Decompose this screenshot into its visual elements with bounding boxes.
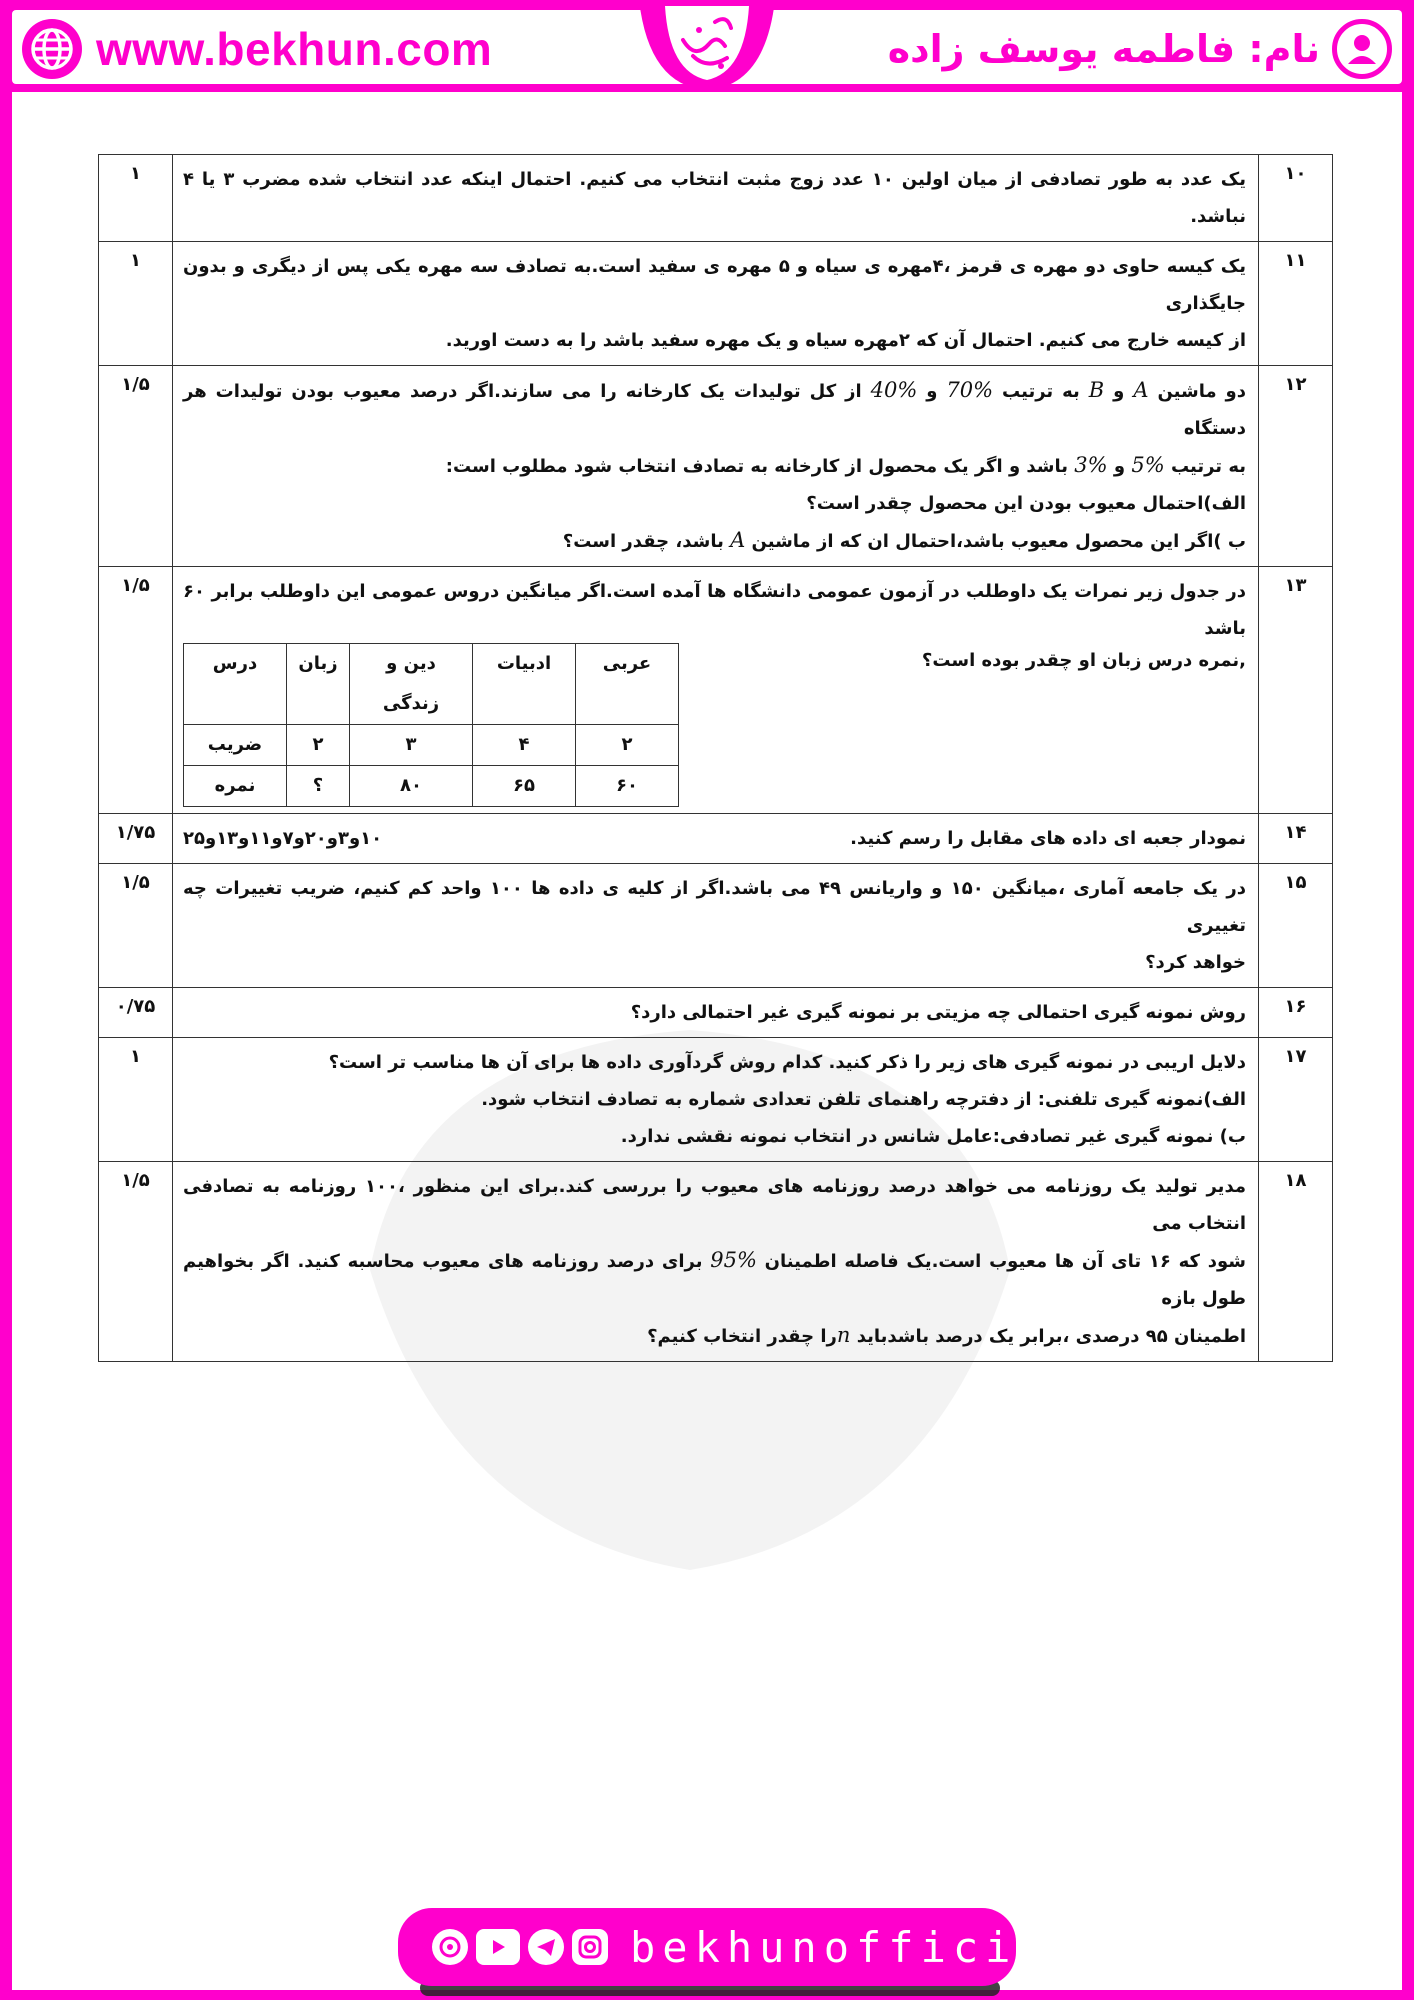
- question-score: ۱/۵: [99, 1162, 173, 1362]
- math-symbol: 40%: [870, 378, 918, 402]
- question-row: [99, 242, 1333, 366]
- app-icon[interactable]: [432, 1929, 468, 1965]
- question-number: ۱۸: [1259, 1162, 1333, 1362]
- logo: [635, 0, 779, 92]
- youtube-icon[interactable]: [476, 1929, 520, 1965]
- grades-cell: ۲: [576, 725, 679, 766]
- question-line: در جدول زیر نمرات یک داوطلب در آزمون عمومی دانشگاه ها آمده است.اگر میانگین دروس عمومی این داوطلب برابر ۶۰ باشد: [183, 581, 1246, 639]
- questions-section: [98, 154, 1333, 1362]
- question-text: [173, 155, 1259, 242]
- question-row: [99, 814, 1333, 864]
- questions-table: [98, 154, 1333, 1362]
- question-line: در یک جامعه آماری ،میانگین ۱۵۰ و واریانس ۴۹ می باشد.اگر از کلیه ی داده ها ۱۰۰ واحد کم کنیم، ضریب تغییرات چه تغییری: [183, 878, 1247, 936]
- question-score: ۱/۵: [99, 567, 173, 814]
- question-line: یک کیسه حاوی دو مهره ی قرمز ،۴مهره ی سیاه و ۵ مهره ی سفید است.به تصادف سه مهره یکی پس از دیگری و بدون جایگذاری: [183, 256, 1246, 314]
- question-score: ۱: [99, 1038, 173, 1162]
- math-symbol: A: [1133, 378, 1149, 402]
- question-number: ۱۲: [1259, 366, 1333, 567]
- math-symbol: 95%: [710, 1248, 757, 1272]
- question-row: [99, 366, 1333, 567]
- grades-cell: ۶۵: [473, 766, 576, 807]
- question-text: [173, 366, 1259, 567]
- question-text: [173, 242, 1259, 366]
- question-text: [173, 567, 1259, 814]
- question-row: [99, 1038, 1333, 1162]
- grades-score-row: [184, 766, 679, 807]
- question-line: شود که ۱۶ تای آن ها معیوب است.یک فاصله اطمینان 95% برای درصد روزنامه های معیوب محاسبه کنید. اگر بخواهیم طول بازه: [183, 1248, 1246, 1309]
- question-number: ۱۴: [1259, 814, 1333, 864]
- question-line: خواهد کرد؟: [1145, 952, 1246, 973]
- student-name: [888, 14, 1392, 84]
- question-text: [173, 988, 1259, 1038]
- grades-cell: ۸۰: [350, 766, 473, 807]
- question-number: ۱۰: [1259, 155, 1333, 242]
- data-values: ۱۰و۳و۲۰و۷و۱۱و۱۳و۲۵: [183, 828, 383, 849]
- math-symbol: n: [836, 1323, 851, 1347]
- website-link[interactable]: [22, 14, 492, 84]
- telegram-icon[interactable]: [528, 1929, 564, 1965]
- grades-cell: نمره: [184, 766, 287, 807]
- grades-coef-row: [184, 725, 679, 766]
- math-symbol: B: [1088, 378, 1105, 402]
- question-line: اطمینان ۹۵ درصدی ،برابر یک درصد باشدباید nرا چقدر انتخاب کنیم؟: [647, 1323, 1246, 1347]
- question-score: ۱: [99, 155, 173, 242]
- grades-table: [183, 643, 679, 807]
- question-line: دو ماشین A و B به ترتیب 70% و 40% از کل تولیدات یک کارخانه را می سازند.اگر درصد معیوب بودن تولیدات هر دستگاه: [183, 378, 1246, 439]
- question-score: ۱: [99, 242, 173, 366]
- grades-cell: ۲: [287, 725, 350, 766]
- question-line: دلایل اریبی در نمونه گیری های زیر را ذکر کنید. کدام روش گردآوری داده ها برای آن ها مناسب تر است؟: [328, 1052, 1246, 1073]
- grades-cell: ضریب: [184, 725, 287, 766]
- question-line: الف)نمونه گیری تلفنی: از دفترچه راهنمای تلفن تعدادی شماره به تصادف انتخاب شود.: [481, 1089, 1246, 1110]
- question-text: [173, 864, 1259, 988]
- question-score: ۱/۷۵: [99, 814, 173, 864]
- social-handle: bekhunofficial: [630, 1922, 1083, 1972]
- question-text: [173, 1038, 1259, 1162]
- question-line: روش نمونه گیری احتمالی چه مزیتی بر نمونه گیری غیر احتمالی دارد؟: [630, 1002, 1246, 1023]
- instagram-icon[interactable]: [572, 1929, 608, 1965]
- question-row: [99, 864, 1333, 988]
- user-icon: [1332, 19, 1392, 79]
- question-line: نمودار جعبه ای داده های مقابل را رسم کنید.: [850, 828, 1246, 849]
- globe-icon: [22, 19, 82, 79]
- question-line: از کیسه خارج می کنیم. احتمال آن که ۲مهره سیاه و یک مهره سفید باشد را به دست اورید.: [445, 330, 1246, 351]
- question-number: ۱۶: [1259, 988, 1333, 1038]
- math-symbol: 5%: [1131, 453, 1165, 477]
- question-line: ب) نمونه گیری غیر تصادفی:عامل شانس در انتخاب نمونه نقشی ندارد.: [620, 1126, 1246, 1147]
- question-line: یک عدد به طور تصادفی از میان اولین ۱۰ عدد زوج مثبت انتخاب می کنیم. احتمال اینکه عدد انتخاب شده مضرب ۳ یا ۴ نباشد.: [183, 169, 1246, 227]
- grades-cell: دین و زندگی: [350, 644, 473, 725]
- grades-cell: زبان: [287, 644, 350, 725]
- question-score: ۱/۵: [99, 366, 173, 567]
- grades-cell: ؟: [287, 766, 350, 807]
- question-score: ۱/۵: [99, 864, 173, 988]
- question-number: ۱۵: [1259, 864, 1333, 988]
- math-symbol: A: [730, 528, 746, 552]
- question-line: ب )اگر این محصول معیوب باشد،احتمال ان که از ماشین A باشد، چقدر است؟: [562, 528, 1246, 552]
- question-row: [99, 567, 1333, 814]
- question-row: [99, 988, 1333, 1038]
- grades-cell: ۳: [350, 725, 473, 766]
- question-line: ,نمره درس زبان او چقدر بوده است؟: [921, 650, 1246, 671]
- social-icons: [432, 1929, 616, 1965]
- grades-cell: ۶۰: [576, 766, 679, 807]
- question-score: ۰/۷۵: [99, 988, 173, 1038]
- grades-cell: ادبیات: [473, 644, 576, 725]
- grades-cell: ۴: [473, 725, 576, 766]
- question-number: ۱۳: [1259, 567, 1333, 814]
- question-text: [173, 814, 1259, 864]
- footer-social-bar[interactable]: [398, 1908, 1083, 1986]
- question-line: به ترتیب 5% و 3% باشد و اگر یک محصول از کارخانه به تصادف انتخاب شود مطلوب است:: [445, 453, 1246, 477]
- student-name-text: نام: فاطمه یوسف زاده: [887, 27, 1320, 71]
- grades-header-row: [184, 644, 679, 725]
- website-text: www.bekhun.com: [96, 23, 493, 75]
- grades-cell: درس: [184, 644, 287, 725]
- question-row: [99, 155, 1333, 242]
- question-line: الف)احتمال معیوب بودن این محصول چقدر است؟: [806, 493, 1246, 514]
- question-number: ۱۷: [1259, 1038, 1333, 1162]
- question-line: مدیر تولید یک روزنامه می خواهد درصد روزنامه های معیوب را بررسی کند.برای این منظور ،۱۰۰ روزنامه به تصادفی انتخاب می: [183, 1176, 1246, 1234]
- question-number: ۱۱: [1259, 242, 1333, 366]
- grades-cell: عربی: [576, 644, 679, 725]
- question-row: [99, 1162, 1333, 1362]
- math-symbol: 3%: [1074, 453, 1108, 477]
- question-text: [173, 1162, 1259, 1362]
- math-symbol: 70%: [946, 378, 994, 402]
